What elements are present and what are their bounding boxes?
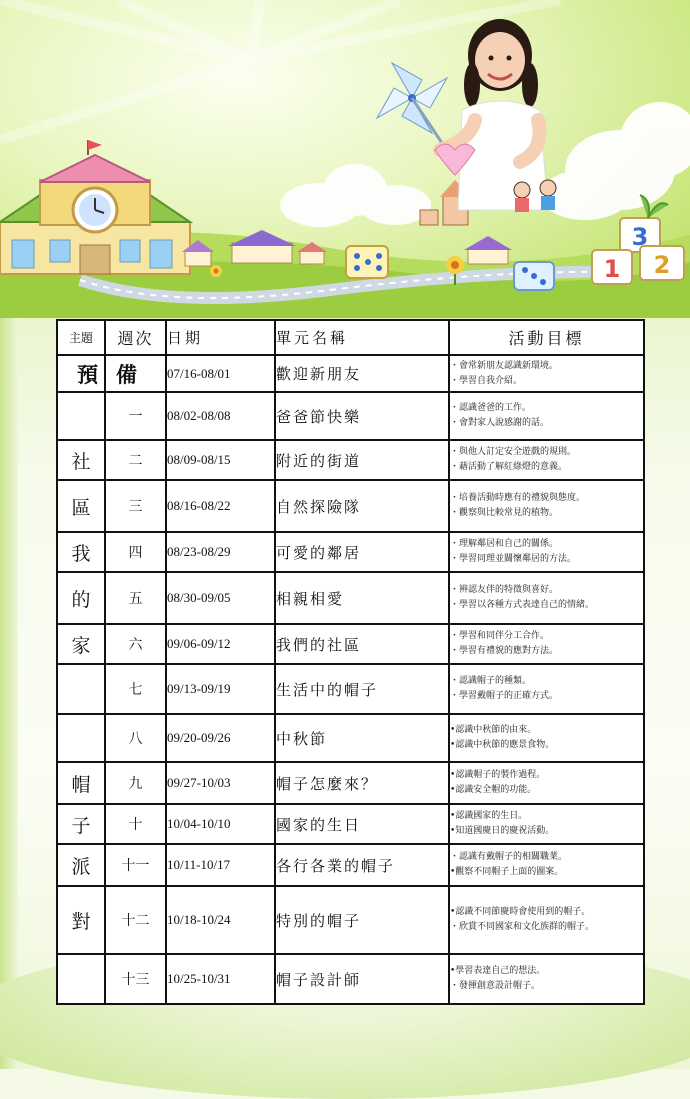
table-row bbox=[57, 624, 644, 664]
date-cell: 09/06-09/12 bbox=[166, 624, 275, 664]
unit-cell: 可愛的鄰居 bbox=[275, 532, 449, 572]
goal-cell bbox=[449, 886, 644, 954]
goal-cell bbox=[449, 762, 644, 804]
date-cell: 10/18-10/24 bbox=[166, 886, 275, 954]
theme-cell: 區 bbox=[57, 480, 105, 532]
goal-cell bbox=[449, 572, 644, 624]
unit-cell: 國家的生日 bbox=[275, 804, 449, 844]
theme-cell: 社 bbox=[57, 440, 105, 480]
week-cell: 十二 bbox=[105, 886, 166, 954]
goal-item: ・藉活動了解紅綠燈的意義。 bbox=[450, 462, 568, 472]
unit-cell: 中秋節 bbox=[275, 714, 449, 762]
goal-item: •認識中秋節的應景食物。 bbox=[450, 740, 555, 750]
week-cell: 二 bbox=[105, 440, 166, 480]
banner-illustration bbox=[0, 0, 690, 318]
header-date: 日期 bbox=[166, 320, 275, 355]
goal-cell bbox=[449, 355, 644, 392]
goal-item: •認識安全帽的功能。 bbox=[450, 785, 537, 795]
table-row bbox=[57, 392, 644, 440]
header-banner bbox=[0, 0, 690, 318]
goal-item: ・認識帽子的種類。 bbox=[450, 676, 532, 686]
table-row bbox=[57, 714, 644, 762]
school-icon bbox=[0, 140, 190, 274]
goal-item: •學習表達自己的想法。 bbox=[450, 966, 546, 976]
goal-item: ・學習自我介紹。 bbox=[450, 375, 523, 386]
unit-cell: 我們的社區 bbox=[275, 624, 449, 664]
week-cell: 四 bbox=[105, 532, 166, 572]
goal-item: ・發揮創意設計帽子。 bbox=[450, 981, 541, 991]
goal-cell bbox=[449, 392, 644, 440]
goal-item: ・與他人訂定安全遊戲的規則。 bbox=[450, 447, 577, 457]
table-row bbox=[57, 440, 644, 480]
week-cell: 三 bbox=[105, 480, 166, 532]
goal-item: ・學習和同伴分工合作。 bbox=[450, 631, 550, 641]
schedule-body bbox=[57, 355, 644, 1004]
unit-cell: 自然探險隊 bbox=[275, 480, 449, 532]
goal-cell bbox=[449, 480, 644, 532]
left-edge-decoration bbox=[0, 318, 18, 1069]
unit-cell: 生活中的帽子 bbox=[275, 664, 449, 714]
unit-cell: 各行各業的帽子 bbox=[275, 844, 449, 886]
header-unit: 單元名稱 bbox=[275, 320, 449, 355]
goal-item: •知道國慶日的慶祝活動。 bbox=[450, 826, 555, 836]
week-cell: 七 bbox=[105, 664, 166, 714]
unit-cell: 帽子怎麼來？ bbox=[275, 762, 449, 804]
goal-item: ・理解鄰居和自己的關係。 bbox=[450, 539, 559, 549]
theme-cell bbox=[57, 954, 105, 1004]
goal-item: ・學習有禮貌的應對方法。 bbox=[450, 646, 559, 656]
theme-cell: 子 bbox=[57, 804, 105, 844]
theme-cell: 預 bbox=[57, 355, 105, 392]
date-cell: 07/16-08/01 bbox=[166, 355, 275, 392]
date-cell: 08/23-08/29 bbox=[166, 532, 275, 572]
goal-item: ・觀察與比較常見的植物。 bbox=[450, 508, 559, 518]
date-cell: 08/02-08/08 bbox=[166, 392, 275, 440]
week-cell: 八 bbox=[105, 714, 166, 762]
week-cell: 六 bbox=[105, 624, 166, 664]
block-number-2: 2 bbox=[653, 251, 671, 279]
date-cell: 09/20-09/26 bbox=[166, 714, 275, 762]
unit-cell: 附近的街道 bbox=[275, 440, 449, 480]
table-row bbox=[57, 480, 644, 532]
table-row bbox=[57, 954, 644, 1004]
theme-cell: 我 bbox=[57, 532, 105, 572]
theme-cell: 派 bbox=[57, 844, 105, 886]
goal-cell bbox=[449, 714, 644, 762]
unit-cell: 帽子設計師 bbox=[275, 954, 449, 1004]
goal-item: ・學習同理並關懷鄰居的方法。 bbox=[450, 554, 577, 564]
goal-item: ・學習以各種方式表達自己的情緒。 bbox=[450, 600, 595, 610]
header-theme: 主題 bbox=[57, 320, 105, 355]
theme-cell bbox=[57, 664, 105, 714]
table-row bbox=[57, 844, 644, 886]
goal-cell bbox=[449, 844, 644, 886]
goal-item: •認識不同節慶時會使用到的帽子。 bbox=[450, 907, 591, 917]
date-cell: 10/04-10/10 bbox=[166, 804, 275, 844]
theme-cell: 帽 bbox=[57, 762, 105, 804]
date-cell: 10/11-10/17 bbox=[166, 844, 275, 886]
block-number-3: 3 bbox=[631, 223, 649, 251]
header-goal: 活動目標 bbox=[449, 320, 644, 355]
goal-item: ・會對家人說感謝的話。 bbox=[450, 418, 550, 428]
table-row bbox=[57, 532, 644, 572]
unit-cell: 相親相愛 bbox=[275, 572, 449, 624]
table-row bbox=[57, 355, 644, 392]
table-row bbox=[57, 664, 644, 714]
week-cell: 十一 bbox=[105, 844, 166, 886]
table-row bbox=[57, 804, 644, 844]
date-cell: 10/25-10/31 bbox=[166, 954, 275, 1004]
goal-item: ・認識有戴帽子的相關職業。 bbox=[450, 852, 568, 862]
week-cell: 五 bbox=[105, 572, 166, 624]
block-number-1: 1 bbox=[603, 255, 621, 283]
goal-cell bbox=[449, 664, 644, 714]
goal-item: •認識國家的生日。 bbox=[450, 811, 528, 821]
week-cell: 十三 bbox=[105, 954, 166, 1004]
cloud-right bbox=[540, 102, 690, 220]
table-header-row bbox=[57, 320, 644, 355]
goal-cell bbox=[449, 440, 644, 480]
goal-item: ・欣賞不同國家和文化族群的帽子。 bbox=[450, 922, 595, 932]
theme-cell: 家 bbox=[57, 624, 105, 664]
unit-cell: 特別的帽子 bbox=[275, 886, 449, 954]
schedule-table bbox=[56, 319, 645, 1005]
goal-item: ・培養活動時應有的禮貌與態度。 bbox=[450, 493, 586, 503]
child-photo bbox=[435, 19, 548, 210]
table-row bbox=[57, 762, 644, 804]
date-cell: 08/09-08/15 bbox=[166, 440, 275, 480]
goal-item: ・認識爸爸的工作。 bbox=[450, 403, 532, 413]
goal-item: ・會常新朋友認識新環境。 bbox=[450, 360, 559, 371]
goal-cell bbox=[449, 954, 644, 1004]
goal-item: •認識帽子的製作過程。 bbox=[450, 770, 546, 780]
theme-cell: 對 bbox=[57, 886, 105, 954]
goal-cell bbox=[449, 624, 644, 664]
unit-cell: 歡迎新朋友 bbox=[275, 355, 449, 392]
cloud-left bbox=[280, 164, 431, 227]
date-cell: 08/16-08/22 bbox=[166, 480, 275, 532]
goal-cell bbox=[449, 532, 644, 572]
unit-cell: 爸爸節快樂 bbox=[275, 392, 449, 440]
week-cell: 備 bbox=[105, 355, 166, 392]
goal-item: •觀察不同帽子上面的圖案。 bbox=[450, 867, 564, 877]
header-week: 週次 bbox=[105, 320, 166, 355]
table-row bbox=[57, 572, 644, 624]
week-cell: 一 bbox=[105, 392, 166, 440]
date-cell: 09/27-10/03 bbox=[166, 762, 275, 804]
date-cell: 09/13-09/19 bbox=[166, 664, 275, 714]
goal-item: ・辨認友伴的特徵與喜好。 bbox=[450, 585, 559, 595]
goal-item: •認識中秋節的由來。 bbox=[450, 725, 537, 735]
table-row bbox=[57, 886, 644, 954]
goal-item: ・學習戴帽子的正確方式。 bbox=[450, 691, 559, 701]
theme-cell bbox=[57, 714, 105, 762]
week-cell: 九 bbox=[105, 762, 166, 804]
week-cell: 十 bbox=[105, 804, 166, 844]
date-cell: 08/30-09/05 bbox=[166, 572, 275, 624]
theme-cell bbox=[57, 392, 105, 440]
goal-cell bbox=[449, 804, 644, 844]
theme-cell: 的 bbox=[57, 572, 105, 624]
